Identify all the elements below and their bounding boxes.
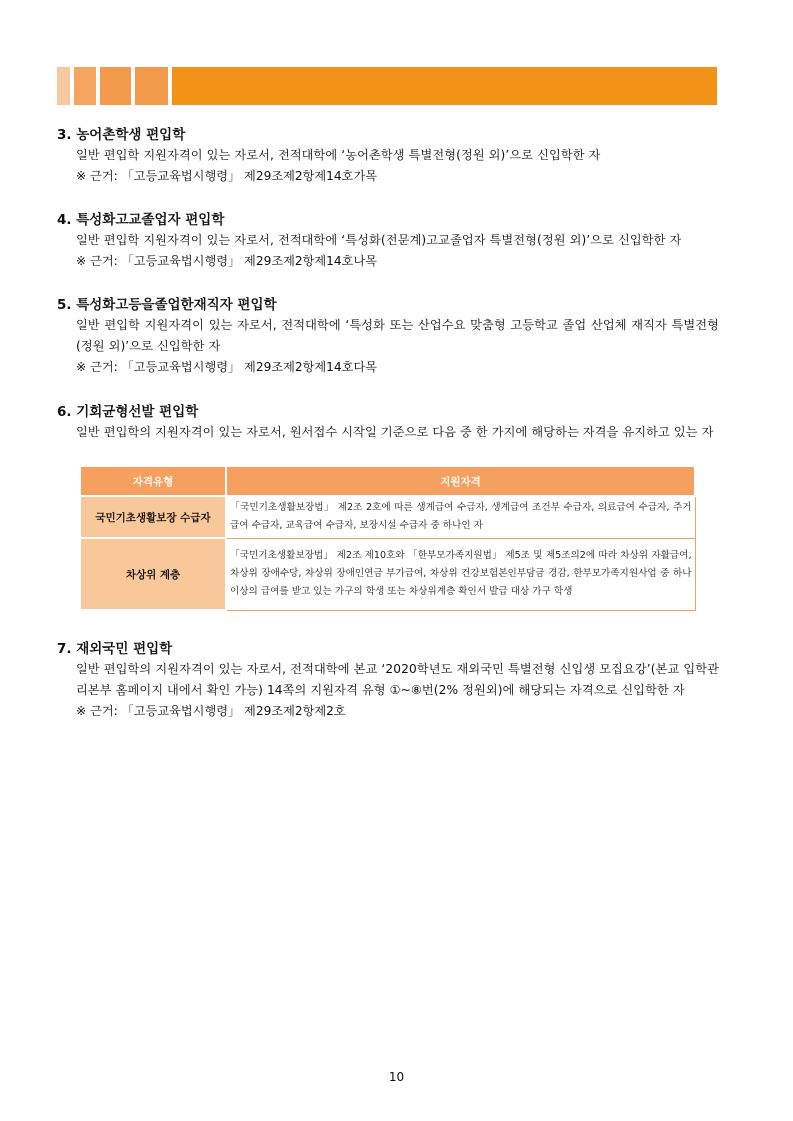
page-number: 10 — [388, 1070, 405, 1084]
section-note: ※ 근거: 「고등교육법시행령」 제29조제2항제14호다목 — [76, 360, 378, 374]
section-body: 일반 편입학 지원자격이 있는 자로서, 전적대학에 ‘농어촌학생 특별전형(정원 외)’으로 신입학한 자 — [76, 148, 601, 162]
description-cell: 「국민기초생활보장법」 제2조 2호에 따른 생계급여 수급자, 생계급여 조건부 수급자, 의료급여 수급자, 주거급여 수급자, 교육급여 수급자, 보장시설 수급자 중 하나인 자 — [226, 496, 695, 538]
section-title: 7. 재외국민 편입학 — [57, 641, 173, 657]
section-body: 일반 편입학 지원자격이 있는 자로서, 전적대학에 ‘특성화(전문계)고교졸업자 특별전형(정원 외)’으로 신입학한 자 — [76, 233, 682, 247]
header-block-5 — [172, 67, 717, 105]
section-body: 일반 편입학 지원자격이 있는 자로서, 전적대학에 ‘특성화 또는 산업수요 맞춤형 고등학교 졸업 산업체 재직자 특별전형(정원 외)’으로 신입학한 자 — [76, 318, 719, 353]
section-rural-students — [57, 125, 719, 187]
section-title: 5. 특성화고등을졸업한재직자 편입학 — [57, 297, 277, 313]
section-title: 6. 기회균형선발 편입학 — [57, 404, 199, 420]
eligibility-table — [79, 465, 696, 611]
description-cell: 「국민기초생활보장법」 제2조 제10호와 「한부모가족지원법」 제5조 및 제5조의2에 따라 차상위 자활급여, 차상위 장애수당, 차상위 장애인연금 부가급여, 차상위 건강보험본인부담금 경감, 한부모가족지원사업 중 하나 이상의 급여를 받고 있는 가구의 학생 또는 차상위계층 확인서 발급 대상 가구 학생 — [226, 538, 695, 610]
section-note: ※ 근거: 「고등교육법시행령」 제29조제2항제14호나목 — [76, 254, 378, 268]
header-block-2 — [74, 67, 96, 105]
header-block-1 — [57, 67, 70, 105]
column-header-type: 자격유형 — [80, 466, 226, 496]
header-block-4 — [135, 67, 168, 105]
section-vocational-graduates — [57, 210, 719, 272]
column-header-eligibility: 지원자격 — [226, 466, 695, 496]
header-decoration-bar — [57, 67, 717, 105]
section-employed-graduates — [57, 295, 719, 378]
section-note: ※ 근거: 「고등교육법시행령」 제29조제2항제14호가목 — [76, 169, 378, 183]
section-opportunity-balance — [57, 402, 719, 443]
table-row — [80, 496, 695, 538]
section-body: 일반 편입학의 지원자격이 있는 자로서, 전적대학에 본교 ‘2020학년도 재외국민 특별전형 신입생 모집요강’(본교 입학관리본부 홈페이지 내에서 확인 가능) 14쪽의 지원자격 유형 ①~⑧번(2% 정원외)에 해당되는 자격으로 신입학한 자 — [76, 662, 719, 697]
section-body: 일반 편입학의 지원자격이 있는 자로서, 원서접수 시작일 기준으로 다음 중 한 가지에 해당하는 자격을 유지하고 있는 자 — [76, 425, 714, 439]
section-title: 4. 특성화고교졸업자 편입학 — [57, 212, 225, 228]
header-block-3 — [100, 67, 131, 105]
category-cell: 국민기초생활보장 수급자 — [80, 496, 226, 538]
table-header-row — [80, 466, 695, 496]
section-title: 3. 농어촌학생 편입학 — [57, 127, 186, 143]
section-overseas-koreans — [57, 639, 719, 722]
category-cell: 차상위 계층 — [80, 538, 226, 610]
section-note: ※ 근거: 「고등교육법시행령」 제29조제2항제2호 — [76, 704, 346, 718]
table-row — [80, 538, 695, 610]
